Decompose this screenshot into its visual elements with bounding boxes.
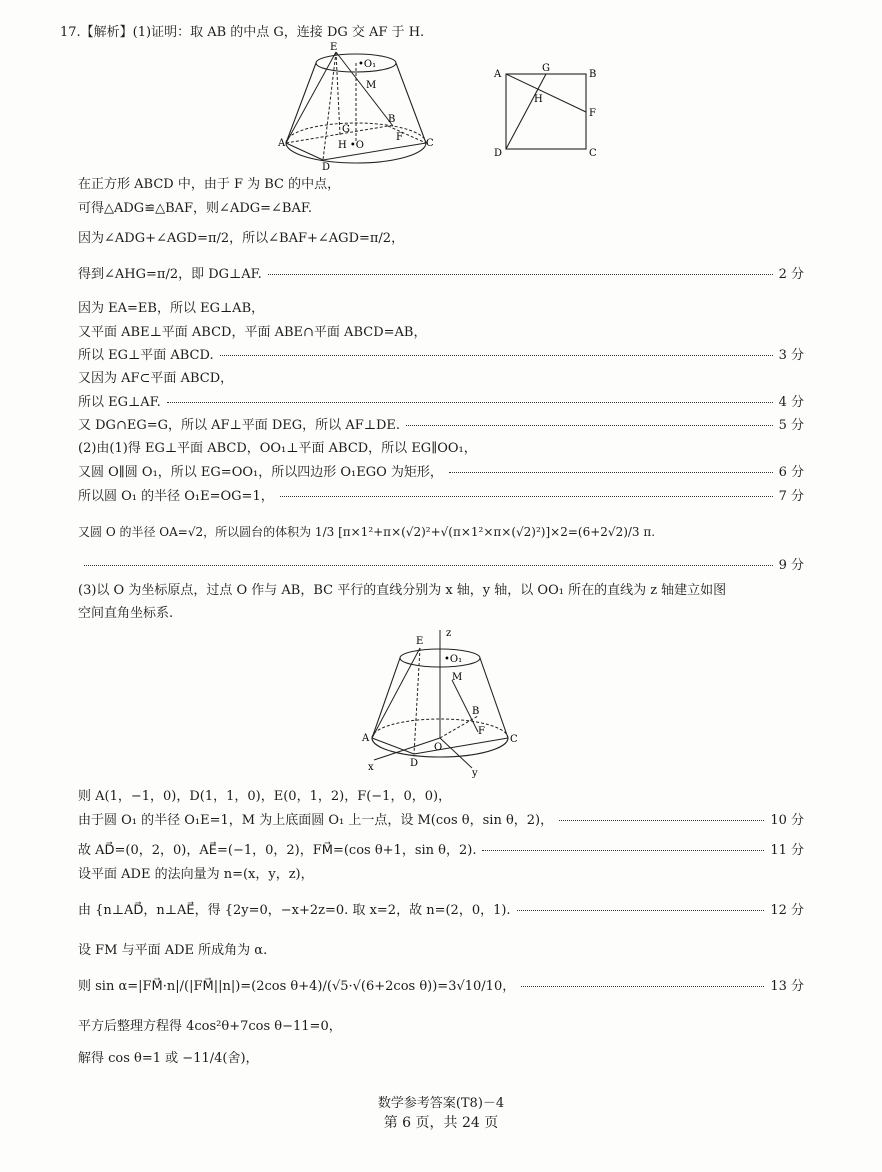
solution-line: (3)以 O 为坐标原点，过点 O 作与 AB，BC 平行的直线分别为 x 轴，y 轴，以 OO₁ 所在的直线为 z 轴建立如图 xyxy=(78,583,727,598)
solution-line: 由 {n⊥AD⃗，n⊥AE⃗，得 {2y=0，−x+2z=0. 取 x=2，故 n=(2，0，1). 12 分 xyxy=(78,903,804,918)
solution-heading: 17.【解析】(1)证明：取 AB 的中点 G，连接 DG 交 AF 于 H. xyxy=(60,25,425,40)
svg-text:E: E xyxy=(330,42,338,53)
svg-text:G: G xyxy=(342,124,350,135)
svg-text:D: D xyxy=(322,162,331,170)
svg-text:A: A xyxy=(494,69,502,80)
solution-line: (2)由(1)得 EG⊥平面 ABCD，OO₁⊥平面 ABCD，所以 EG∥OO₁， xyxy=(78,441,477,456)
solution-line: 因为∠ADG+∠AGD=π/2，所以∠BAF+∠AGD=π/2， xyxy=(78,231,405,246)
svg-text:H •O: H •O xyxy=(338,140,364,151)
svg-text:B: B xyxy=(589,69,597,80)
solution-line: 设平面 ADE 的法向量为 n=(x，y，z)， xyxy=(78,867,314,882)
solution-line: 又平面 ABE⊥平面 ABCD，平面 ABE∩平面 ABCD=AB， xyxy=(78,325,427,340)
solution-line: 所以 EG⊥AF. 4 分 xyxy=(78,395,804,410)
solution-line: 得到∠AHG=π/2，即 DG⊥AF. 2 分 xyxy=(78,267,804,282)
solution-line: 又因为 AF⊂平面 ABCD， xyxy=(78,371,234,386)
solution-line: 由于圆 O₁ 的半径 O₁E=1，M 为上底面圆 O₁ 上一点，设 M(cos θ，sin θ，2)， 10 分 xyxy=(78,813,804,828)
solution-line: 9 分 xyxy=(78,557,804,575)
svg-text:A: A xyxy=(278,138,286,149)
svg-text:x: x xyxy=(368,762,374,773)
solution-line: 空间直角坐标系. xyxy=(78,606,174,621)
svg-text:D: D xyxy=(494,148,503,159)
svg-text:C: C xyxy=(589,148,597,159)
solution-line: 又圆 O 的半径 OA=√2，所以圆台的体积为 1/3 [π×1²+π×(√2)²+√(π×1²×π×(√2)²)]×2=(6+2√2)/3 π. xyxy=(78,525,656,539)
solution-line: 平方后整理方程得 4cos²θ+7cos θ−11=0， xyxy=(78,1019,342,1034)
solution-line: 所以圆 O₁ 的半径 O₁E=OG=1， 7 分 xyxy=(78,489,804,504)
svg-text:y: y xyxy=(472,768,478,778)
square-figure xyxy=(488,62,603,162)
footer-page-number: 第 6 页，共 24 页 xyxy=(383,1115,499,1131)
svg-text:H: H xyxy=(534,94,543,105)
footer-subject: 数学参考答案(T8)－4 xyxy=(377,1096,505,1111)
solution-line: 因为 EA=EB，所以 EG⊥AB， xyxy=(78,301,265,316)
solution-line: 则 A(1，−1，0)，D(1，1，0)，E(0，1，2)，F(−1，0，0)， xyxy=(78,789,452,804)
svg-text:F: F xyxy=(589,108,596,119)
svg-text:D: D xyxy=(410,758,419,769)
svg-text:G: G xyxy=(542,63,550,74)
solution-line: 在正方形 ABCD 中，由于 F 为 BC 的中点， xyxy=(78,177,341,192)
svg-text:M: M xyxy=(452,672,463,683)
solution-line: 故 AD⃗=(0，2，0)，AE⃗=(−1，0，2)，FM⃗=(cos θ+1，sin θ，2). 11 分 xyxy=(78,843,804,858)
svg-text:C: C xyxy=(510,734,518,745)
svg-text:z: z xyxy=(446,628,452,639)
solution-line: 设 FM 与平面 ADE 所成角为 α. xyxy=(78,943,268,958)
solution-line: 则 sin α=|FM⃗·n|/(|FM⃗||n|)=(2cos θ+4)/(√5·√(6+2cos θ))=3√10/10， 13 分 xyxy=(78,979,804,994)
solution-line: 又圆 O∥圆 O₁，所以 EG=OO₁，所以四边形 O₁EGO 为矩形， 6 分 xyxy=(78,465,804,480)
solution-line: 可得△ADG≌△BAF，则∠ADG=∠BAF. xyxy=(78,201,312,216)
svg-text:A: A xyxy=(362,733,370,744)
svg-text:F: F xyxy=(478,726,485,737)
solution-line: 又 DG∩EG=G，所以 AF⊥平面 DEG，所以 AF⊥DE. 5 分 xyxy=(78,418,804,433)
svg-text:M: M xyxy=(366,80,377,91)
svg-text:F: F xyxy=(396,132,403,143)
frustum-axes-figure xyxy=(360,628,530,778)
svg-text:E: E xyxy=(416,636,424,647)
svg-text:B: B xyxy=(472,706,480,717)
svg-text:•O₁: •O₁ xyxy=(444,654,463,665)
solution-line: 所以 EG⊥平面 ABCD. 3 分 xyxy=(78,348,804,363)
frustum-figure xyxy=(278,40,448,170)
solution-line: 解得 cos θ=1 或 −11/4(舍)， xyxy=(78,1051,259,1066)
svg-text:O: O xyxy=(434,742,443,753)
svg-text:C: C xyxy=(426,138,434,149)
svg-text:B: B xyxy=(388,114,396,125)
svg-text:•O₁: •O₁ xyxy=(358,59,377,70)
